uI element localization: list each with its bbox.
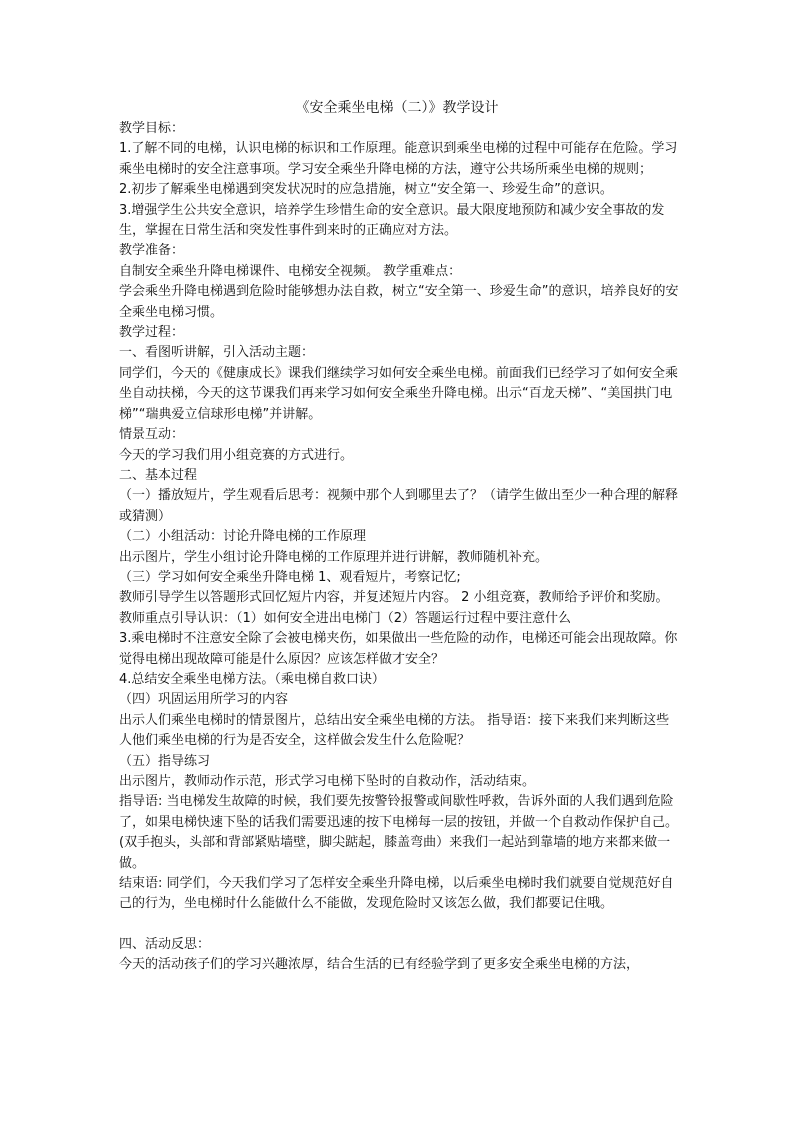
- paragraph: 今天的学习我们用小组竞赛的方式进行。: [119, 447, 354, 463]
- paragraph: 出示图片，学生小组讨论升降电梯的工作原理并进行讲解，教师随机补充。: [119, 549, 549, 565]
- document-title: 《安全乘坐电梯（二）》教学设计: [295, 100, 499, 116]
- blank-line: [119, 915, 679, 935]
- paragraph: 2.初步了解乘坐电梯遇到突发状况时的应急措施，树立“安全第一、珍爱生命”的意识。: [119, 182, 613, 198]
- paragraph: 1.了解不同的电梯，认识电梯的标识和工作原理。能意识到乘坐电梯的过程中可能存在危险。学习乘坐电梯时的安全注意事项。学习安全乘坐升降电梯的方法，遵守公共场所乘坐电梯的规则；: [119, 141, 678, 177]
- section-heading: 教学准备：: [119, 243, 185, 259]
- paragraph: 出示图片，教师动作示范，形式学习电梯下坠时的自救动作，活动结束。: [119, 774, 536, 789]
- paragraph: 自制安全乘坐升降电梯课件、电梯安全视频。 教学重难点：: [119, 263, 462, 279]
- paragraph: 指导语: 当电梯发生故障的时候，我们要先按警铃报警或间歇性呼救，告诉外面的人我们遇到危险了，如果电梯快速下坠的话我们需要迅速的按下电梯每一层的按钮，并做一个自救动作保护自己。(双手抱头，头部和背部紧贴墙壁，脚尖踮起，膝盖弯曲）来我们一起站到靠墙的地方来都来做一做。: [119, 794, 679, 871]
- paragraph: （一）播放短片，学生观看后思考：视频中那个人到哪里去了？（请学生做出至少一种合理的解释或猜测）: [119, 488, 679, 524]
- paragraph: 学会乘坐升降电梯遇到危险时能够想办法自救，树立“安全第一、珍爱生命”的意识，培养良好的安全乘坐电梯习惯。: [119, 284, 679, 320]
- paragraph: 同学们，今天的《健康成长》课我们继续学习如何安全乘坐电梯。前面我们已经学习了如何安全乘坐自动扶梯，今天的这节课我们再来学习如何安全乘坐升降电梯。出示“百龙天梯”、“美国拱门电梯”“瑞典爱立信球形电梯”并讲解。: [119, 365, 679, 422]
- document-body: [119, 119, 679, 976]
- section-heading: 情景互动：: [119, 427, 185, 443]
- paragraph: 3.增强学生公共安全意识，培养学生珍惜生命的安全意识。最大限度地预防和减少安全事故的发生，掌握在日常生活和突发性事件到来时的正确应对方法。: [119, 202, 665, 239]
- paragraph: 4.总结安全乘坐电梯方法。（乘电梯自救口诀）: [119, 671, 385, 687]
- section-heading: 教学目标：: [119, 121, 185, 136]
- subsection-heading: （三）学习如何安全乘坐升降电梯 1、观看短片，考察记忆;: [119, 569, 461, 585]
- paragraph: 结束语: 同学们，今天我们学习了怎样安全乘坐升降电梯，以后乘坐电梯时我们就要自觉规范好自己的行为，坐电梯时什么能做什么不能做，发现危险时又该怎么做，我们都要记住哦。: [119, 876, 674, 912]
- section-heading: 四、活动反思：: [119, 936, 211, 952]
- paragraph: 出示人们乘坐电梯时的情景图片，总结出安全乘坐电梯的方法。 指导语：接下来我们来判断这些人他们乘坐电梯的行为是否安全，这样做会发生什么危险呢？: [119, 712, 670, 749]
- section-heading: 二、基本过程: [119, 467, 198, 483]
- paragraph: 今天的活动孩子们的学习兴趣浓厚，结合生活的已有经验学到了更多安全乘坐电梯的方法，: [119, 957, 640, 973]
- subsection-heading: （五）指导练习: [119, 753, 211, 769]
- subsection-heading: （二）小组活动：讨论升降电梯的工作原理: [119, 529, 367, 545]
- paragraph: 教师引导学生以答题形式回忆短片内容，并复述短片内容。 2 小组竞赛，教师给予评价和奖励。 教师重点引导认识：（1）如何安全进出电梯门（2）答题运行过程中要注意什么: [119, 590, 669, 626]
- section-heading: 一、看图听讲解，引入活动主题：: [119, 345, 315, 361]
- subsection-heading: （四）巩固运用所学习的内容: [119, 692, 289, 708]
- section-heading: 教学过程：: [119, 325, 185, 341]
- paragraph: 3.乘电梯时不注意安全除了会被电梯夹伤，如果做出一些危险的动作，电梯还可能会出现故障。你觉得电梯出现故障可能是什么原因？应该怎样做才安全？: [119, 631, 678, 667]
